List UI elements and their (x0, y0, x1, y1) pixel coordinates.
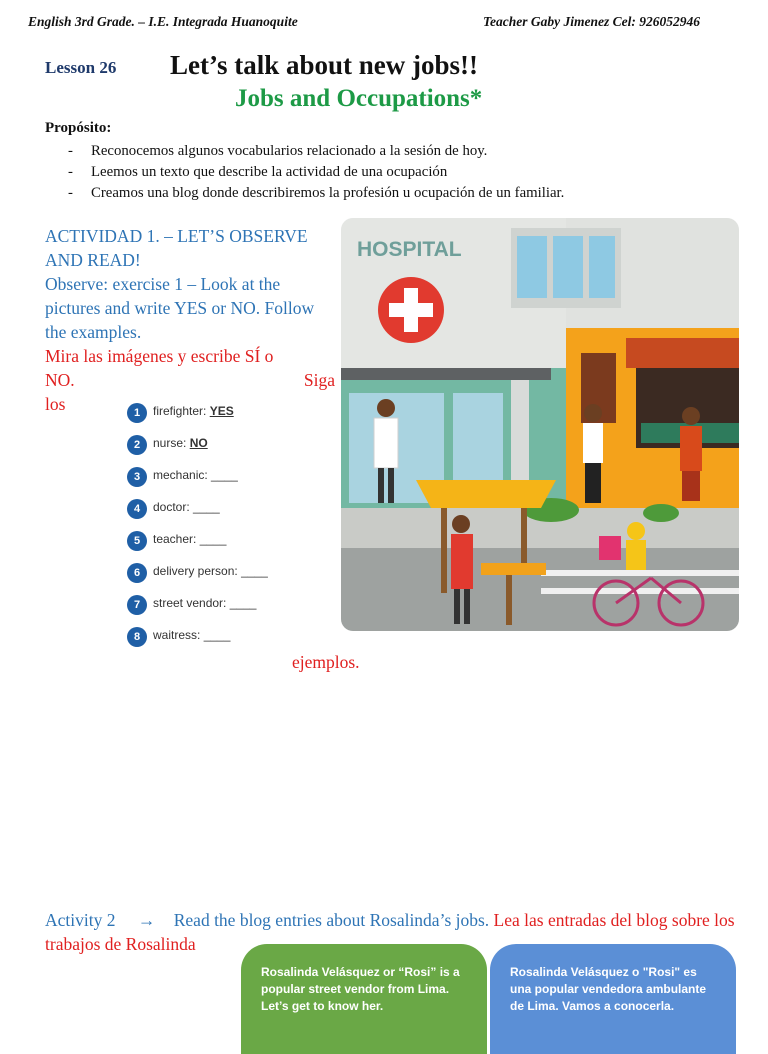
number-badge: 1 (127, 403, 147, 423)
exercise-item (127, 468, 268, 500)
activity2-text-es: Lea las entradas del blog sobre los trabajos de Rosalinda (45, 910, 735, 954)
doctor-leg (378, 468, 384, 503)
activity1-no: NO. (45, 370, 75, 390)
crosswalk-stripe (541, 570, 739, 576)
hospital-sign: HOSPITAL (357, 238, 462, 261)
exercise-list (127, 404, 268, 660)
activity1-block (45, 224, 335, 416)
activity1-siga: Siga (303, 370, 335, 390)
exercise-answer: ____ (199, 532, 227, 546)
blog-text-english: Rosalinda Velásquez or “Rosi” is a popular street vendor from Lima. Let’s get to know her. (261, 965, 460, 1013)
vendor-leg (464, 589, 470, 624)
exercise-answer: ____ (229, 596, 257, 610)
exercise-answer: ____ (241, 564, 268, 578)
page-title: Let’s talk about new jobs!! (170, 50, 479, 80)
exercise-item (127, 532, 268, 564)
arrow-right-icon: → (137, 910, 156, 930)
blog-bubble-spanish (490, 944, 736, 1054)
number-badge: 7 (127, 595, 147, 615)
number-badge: 3 (127, 467, 147, 487)
vendor-apron (451, 534, 473, 589)
street-scene-svg (341, 218, 739, 631)
cyclist-helmet (627, 522, 645, 540)
cart-leg (506, 575, 512, 625)
exercise-item (127, 500, 268, 532)
window-pane (589, 236, 615, 298)
activity1-instruction-es: Mira las imágenes y escribe SÍ o (45, 346, 274, 366)
activity2-text-en: Read the blog entries about Rosalinda’s jobs. (173, 910, 490, 930)
firefighter-pants (682, 471, 700, 501)
awning (341, 368, 551, 380)
exercise-item (127, 628, 268, 660)
exercise-label: waitress: (153, 628, 201, 642)
activity1-instruction-en: Observe: exercise 1 – Look at the pictures and write YES or NO. Follow the examples. (45, 274, 315, 342)
cart-roof (416, 480, 556, 508)
exercise-label: doctor: (153, 500, 190, 514)
cafe-brick (626, 338, 739, 368)
bush (643, 504, 679, 522)
activity2-label: Activity 2 (45, 910, 116, 930)
number-badge: 5 (127, 531, 147, 551)
doctor-leg (388, 468, 394, 503)
cyclist-jacket (626, 540, 646, 570)
activity1-ejemplos: ejemplos. (292, 652, 360, 672)
window-pane (553, 236, 583, 298)
exercise-item (127, 596, 268, 628)
delivery-box (599, 536, 621, 560)
number-badge: 8 (127, 627, 147, 647)
waitress-shirt (583, 423, 603, 463)
activity1-heading: ACTIVIDAD 1. – LET’S OBSERVE AND READ! (45, 226, 308, 270)
lesson-number: Lesson 26 (45, 58, 117, 77)
purpose-list (68, 141, 564, 204)
exercise-answer: YES (209, 404, 234, 418)
purpose-item: - Creamos una blog donde describiremos la profesión u ocupación de un familiar. (68, 183, 564, 204)
cart-pole (441, 508, 447, 593)
exercise-answer: ____ (193, 500, 220, 514)
header-left: English 3rd Grade. – I.E. Integrada Huanoquite (28, 14, 298, 29)
blog-text-spanish: Rosalinda Velásquez o "Rosi" es una popular vendedora ambulante de Lima. Vamos a conocerla. (510, 965, 707, 1013)
firefighter-head (682, 407, 700, 425)
activity1-instruction-es-line2 (45, 368, 335, 392)
cross-horizontal (389, 303, 433, 317)
street-scene-illustration (341, 218, 739, 631)
exercise-label: street vendor: (153, 596, 227, 610)
purpose-item: - Reconocemos algunos vocabularios relacionado a la sesión de hoy. (68, 141, 564, 162)
exercise-label: firefighter: (153, 404, 207, 418)
crosswalk-stripe (541, 588, 739, 594)
exercise-item (127, 436, 268, 468)
doctor-coat (374, 418, 398, 468)
vendor-head (452, 515, 470, 533)
header-right: Teacher Gaby Jimenez Cel: 926052946 (483, 14, 700, 29)
exercise-label: teacher: (153, 532, 197, 546)
exercise-item (127, 564, 268, 596)
exercise-label: nurse: (153, 436, 187, 450)
window-pane (517, 236, 547, 298)
purpose-item: - Leemos un texto que describe la actividad de una ocupación (68, 162, 564, 183)
waitress-head (584, 404, 602, 422)
number-badge: 2 (127, 435, 147, 455)
exercise-label: mechanic: (153, 468, 208, 482)
exercise-answer: ____ (211, 468, 238, 482)
exercise-answer: NO (189, 436, 208, 450)
purpose-label: Propósito: (45, 120, 112, 136)
waitress-skirt (585, 463, 601, 503)
vendor-leg (454, 589, 460, 624)
number-badge: 6 (127, 563, 147, 583)
cart-pole (521, 508, 527, 568)
doctor-head (377, 399, 395, 417)
cart-counter (481, 563, 546, 575)
page-subtitle: Jobs and Occupations* (235, 85, 483, 112)
blog-bubble-english (241, 944, 487, 1054)
firefighter-suit (680, 426, 702, 471)
activity1-los: los (45, 394, 66, 414)
number-badge: 4 (127, 499, 147, 519)
exercise-label: delivery person: (153, 564, 238, 578)
exercise-item (127, 404, 268, 436)
exercise-answer: ____ (203, 628, 231, 642)
